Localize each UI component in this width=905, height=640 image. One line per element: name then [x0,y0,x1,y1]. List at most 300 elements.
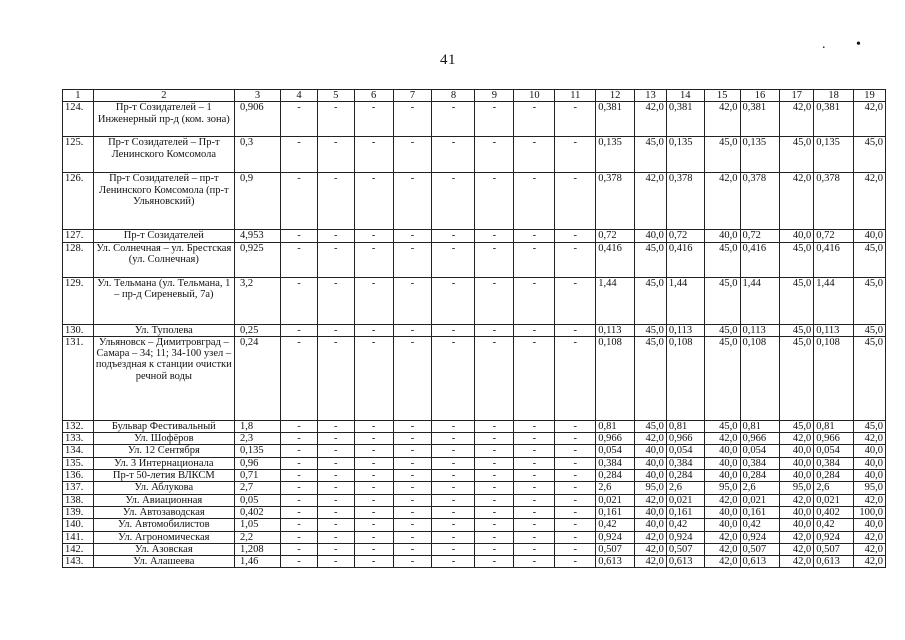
road-length: 3,2 [234,277,280,324]
row-number: 141. [63,531,94,543]
empty-dash-cell: - [354,102,393,137]
value-cell: 42,0 [854,173,886,230]
value-cell: 0,507 [814,543,854,555]
value-cell: 2,6 [596,482,635,494]
header-row [63,90,886,102]
empty-dash-cell: - [555,457,596,469]
value-cell: 40,0 [780,230,814,242]
empty-dash-cell: - [432,420,475,432]
value-cell: 40,0 [635,230,667,242]
row-number: 138. [63,494,94,506]
empty-dash-cell: - [555,137,596,173]
value-cell: 0,924 [814,531,854,543]
empty-dash-cell: - [317,277,354,324]
row-number: 133. [63,433,94,445]
empty-dash-cell: - [354,242,393,277]
empty-dash-cell: - [393,543,432,555]
road-name: Пр-т Созидателей – пр-т Ленинского Комсомола (пр-т Ульяновский) [93,173,234,230]
road-name: Ул. Туполева [93,324,234,336]
road-length: 1,46 [234,556,280,568]
road-length: 1,208 [234,543,280,555]
table-row [63,433,886,445]
value-cell: 2,6 [740,482,780,494]
empty-dash-cell: - [475,230,514,242]
empty-dash-cell: - [514,506,555,518]
empty-dash-cell: - [432,137,475,173]
scan-speck: . [822,37,826,52]
value-cell: 0,72 [666,230,704,242]
road-length: 0,906 [234,102,280,137]
value-cell: 42,0 [780,531,814,543]
value-cell: 45,0 [780,242,814,277]
empty-dash-cell: - [475,242,514,277]
empty-dash-cell: - [475,324,514,336]
row-number: 127. [63,230,94,242]
column-header: 3 [234,90,280,102]
empty-dash-cell: - [475,173,514,230]
empty-dash-cell: - [432,336,475,420]
empty-dash-cell: - [354,556,393,568]
value-cell: 42,0 [780,556,814,568]
empty-dash-cell: - [475,482,514,494]
empty-dash-cell: - [514,556,555,568]
empty-dash-cell: - [432,277,475,324]
value-cell: 1,44 [666,277,704,324]
value-cell: 0,416 [596,242,635,277]
empty-dash-cell: - [555,433,596,445]
empty-dash-cell: - [317,531,354,543]
empty-dash-cell: - [514,242,555,277]
value-cell: 0,966 [596,433,635,445]
column-header: 13 [635,90,667,102]
column-header: 1 [63,90,94,102]
road-name: Ул. Авиационная [93,494,234,506]
value-cell: 0,108 [740,336,780,420]
value-cell: 0,81 [814,420,854,432]
row-number: 137. [63,482,94,494]
value-cell: 2,6 [814,482,854,494]
value-cell: 42,0 [635,173,667,230]
scan-speck: • [856,37,861,52]
value-cell: 0,284 [814,470,854,482]
value-cell: 0,384 [740,457,780,469]
value-cell: 42,0 [635,433,667,445]
value-cell: 42,0 [854,102,886,137]
empty-dash-cell: - [281,506,318,518]
value-cell: 95,0 [704,482,740,494]
value-cell: 40,0 [704,506,740,518]
value-cell: 40,0 [635,457,667,469]
empty-dash-cell: - [432,457,475,469]
table-row [63,457,886,469]
value-cell: 45,0 [635,277,667,324]
value-cell: 40,0 [780,470,814,482]
road-length: 0,3 [234,137,280,173]
road-name: Пр-т 50-летия ВЛКСМ [93,470,234,482]
empty-dash-cell: - [555,556,596,568]
value-cell: 0,021 [814,494,854,506]
value-cell: 40,0 [854,445,886,457]
empty-dash-cell: - [393,433,432,445]
empty-dash-cell: - [317,230,354,242]
empty-dash-cell: - [555,230,596,242]
value-cell: 45,0 [854,336,886,420]
value-cell: 0,81 [596,420,635,432]
value-cell: 0,416 [814,242,854,277]
empty-dash-cell: - [514,324,555,336]
value-cell: 42,0 [704,433,740,445]
value-cell: 0,378 [666,173,704,230]
value-cell: 0,381 [740,102,780,137]
value-cell: 0,021 [596,494,635,506]
value-cell: 42,0 [704,173,740,230]
value-cell: 0,384 [596,457,635,469]
empty-dash-cell: - [393,324,432,336]
row-number: 124. [63,102,94,137]
empty-dash-cell: - [432,494,475,506]
table-row [63,173,886,230]
page-number: 41 [440,52,456,68]
column-header: 9 [475,90,514,102]
empty-dash-cell: - [317,482,354,494]
roads-table [62,89,886,568]
empty-dash-cell: - [514,433,555,445]
empty-dash-cell: - [555,470,596,482]
table-row [63,531,886,543]
empty-dash-cell: - [555,173,596,230]
column-header: 11 [555,90,596,102]
value-cell: 1,44 [814,277,854,324]
empty-dash-cell: - [475,137,514,173]
table-row [63,506,886,518]
road-length: 2,2 [234,531,280,543]
road-name: Ул. 12 Сентября [93,445,234,457]
empty-dash-cell: - [354,336,393,420]
value-cell: 0,135 [666,137,704,173]
value-cell: 0,135 [814,137,854,173]
empty-dash-cell: - [354,433,393,445]
value-cell: 0,161 [740,506,780,518]
value-cell: 45,0 [635,420,667,432]
value-cell: 0,416 [666,242,704,277]
road-name: Ул. Азовская [93,543,234,555]
column-header: 15 [704,90,740,102]
empty-dash-cell: - [555,336,596,420]
value-cell: 45,0 [780,336,814,420]
value-cell: 0,613 [814,556,854,568]
empty-dash-cell: - [393,102,432,137]
empty-dash-cell: - [555,494,596,506]
value-cell: 45,0 [854,420,886,432]
value-cell: 0,384 [814,457,854,469]
empty-dash-cell: - [354,173,393,230]
row-number: 143. [63,556,94,568]
empty-dash-cell: - [555,242,596,277]
value-cell: 0,108 [596,336,635,420]
value-cell: 0,054 [814,445,854,457]
value-cell: 100,0 [854,506,886,518]
empty-dash-cell: - [281,531,318,543]
empty-dash-cell: - [432,531,475,543]
empty-dash-cell: - [393,173,432,230]
empty-dash-cell: - [317,445,354,457]
empty-dash-cell: - [432,230,475,242]
empty-dash-cell: - [393,531,432,543]
value-cell: 40,0 [704,230,740,242]
value-cell: 0,507 [740,543,780,555]
value-cell: 45,0 [780,420,814,432]
road-name: Ул. Автозаводская [93,506,234,518]
empty-dash-cell: - [354,457,393,469]
empty-dash-cell: - [354,543,393,555]
road-name: Ул. Аблукова [93,482,234,494]
table-row [63,336,886,420]
value-cell: 42,0 [704,494,740,506]
empty-dash-cell: - [317,470,354,482]
value-cell: 42,0 [635,556,667,568]
empty-dash-cell: - [475,556,514,568]
road-length: 4,953 [234,230,280,242]
value-cell: 0,135 [596,137,635,173]
value-cell: 40,0 [704,445,740,457]
value-cell: 42,0 [780,433,814,445]
row-number: 131. [63,336,94,420]
empty-dash-cell: - [281,277,318,324]
value-cell: 40,0 [854,519,886,531]
empty-dash-cell: - [475,519,514,531]
row-number: 129. [63,277,94,324]
empty-dash-cell: - [281,519,318,531]
road-name: Бульвар Фестивальный [93,420,234,432]
value-cell: 0,507 [596,543,635,555]
row-number: 139. [63,506,94,518]
value-cell: 42,0 [704,556,740,568]
value-cell: 0,402 [814,506,854,518]
empty-dash-cell: - [555,506,596,518]
empty-dash-cell: - [555,543,596,555]
value-cell: 0,42 [814,519,854,531]
value-cell: 42,0 [704,531,740,543]
empty-dash-cell: - [281,324,318,336]
empty-dash-cell: - [514,519,555,531]
road-name: Ул. Агрономическая [93,531,234,543]
value-cell: 40,0 [635,519,667,531]
value-cell: 0,021 [666,494,704,506]
empty-dash-cell: - [317,457,354,469]
value-cell: 45,0 [780,137,814,173]
value-cell: 0,161 [666,506,704,518]
column-header: 4 [281,90,318,102]
value-cell: 45,0 [704,242,740,277]
empty-dash-cell: - [475,420,514,432]
road-name: Ул. Солнечная – ул. Брестская (ул. Солнечная) [93,242,234,277]
value-cell: 95,0 [780,482,814,494]
value-cell: 42,0 [780,494,814,506]
value-cell: 0,416 [740,242,780,277]
value-cell: 0,613 [666,556,704,568]
column-header: 14 [666,90,704,102]
empty-dash-cell: - [317,494,354,506]
value-cell: 0,284 [740,470,780,482]
empty-dash-cell: - [475,433,514,445]
value-cell: 42,0 [780,543,814,555]
empty-dash-cell: - [317,137,354,173]
value-cell: 42,0 [704,543,740,555]
empty-dash-cell: - [432,445,475,457]
empty-dash-cell: - [514,173,555,230]
value-cell: 0,966 [740,433,780,445]
empty-dash-cell: - [514,457,555,469]
empty-dash-cell: - [514,531,555,543]
empty-dash-cell: - [475,277,514,324]
value-cell: 40,0 [854,470,886,482]
empty-dash-cell: - [432,242,475,277]
road-name: Ул. Алашеева [93,556,234,568]
value-cell: 40,0 [704,470,740,482]
empty-dash-cell: - [514,470,555,482]
value-cell: 42,0 [854,543,886,555]
value-cell: 0,924 [740,531,780,543]
empty-dash-cell: - [317,543,354,555]
road-length: 2,7 [234,482,280,494]
empty-dash-cell: - [281,336,318,420]
value-cell: 0,924 [596,531,635,543]
empty-dash-cell: - [281,457,318,469]
value-cell: 42,0 [780,102,814,137]
row-number: 126. [63,173,94,230]
value-cell: 45,0 [854,324,886,336]
empty-dash-cell: - [514,494,555,506]
empty-dash-cell: - [432,433,475,445]
row-number: 128. [63,242,94,277]
value-cell: 42,0 [635,102,667,137]
value-cell: 45,0 [635,336,667,420]
empty-dash-cell: - [432,506,475,518]
value-cell: 42,0 [854,494,886,506]
empty-dash-cell: - [393,506,432,518]
empty-dash-cell: - [555,102,596,137]
value-cell: 0,42 [666,519,704,531]
empty-dash-cell: - [393,482,432,494]
row-number: 130. [63,324,94,336]
empty-dash-cell: - [432,556,475,568]
value-cell: 42,0 [854,433,886,445]
empty-dash-cell: - [393,494,432,506]
value-cell: 40,0 [635,445,667,457]
road-length: 0,25 [234,324,280,336]
value-cell: 0,054 [666,445,704,457]
table-row [63,519,886,531]
value-cell: 45,0 [704,137,740,173]
road-name: Ул. Шофёров [93,433,234,445]
road-length: 0,135 [234,445,280,457]
row-number: 142. [63,543,94,555]
empty-dash-cell: - [281,242,318,277]
empty-dash-cell: - [281,433,318,445]
road-name: Ул. Тельмана (ул. Тельмана, 1 – пр-д Сиреневый, 7а) [93,277,234,324]
value-cell: 0,81 [666,420,704,432]
empty-dash-cell: - [393,420,432,432]
empty-dash-cell: - [354,324,393,336]
empty-dash-cell: - [354,470,393,482]
empty-dash-cell: - [281,230,318,242]
value-cell: 0,42 [740,519,780,531]
empty-dash-cell: - [432,173,475,230]
value-cell: 0,72 [814,230,854,242]
table-row [63,543,886,555]
empty-dash-cell: - [393,519,432,531]
empty-dash-cell: - [393,556,432,568]
value-cell: 0,113 [666,324,704,336]
value-cell: 42,0 [635,543,667,555]
road-length: 2,3 [234,433,280,445]
value-cell: 42,0 [635,531,667,543]
empty-dash-cell: - [475,494,514,506]
column-header: 10 [514,90,555,102]
value-cell: 45,0 [704,324,740,336]
value-cell: 45,0 [635,137,667,173]
empty-dash-cell: - [354,494,393,506]
value-cell: 45,0 [704,420,740,432]
table-row [63,482,886,494]
column-header: 5 [317,90,354,102]
row-number: 136. [63,470,94,482]
value-cell: 1,44 [740,277,780,324]
empty-dash-cell: - [555,324,596,336]
value-cell: 95,0 [854,482,886,494]
empty-dash-cell: - [432,102,475,137]
value-cell: 0,966 [814,433,854,445]
value-cell: 0,113 [814,324,854,336]
road-length: 0,71 [234,470,280,482]
empty-dash-cell: - [354,137,393,173]
empty-dash-cell: - [281,556,318,568]
empty-dash-cell: - [514,482,555,494]
row-number: 132. [63,420,94,432]
value-cell: 40,0 [635,470,667,482]
value-cell: 0,108 [666,336,704,420]
value-cell: 0,135 [740,137,780,173]
value-cell: 0,378 [740,173,780,230]
empty-dash-cell: - [317,506,354,518]
column-header: 7 [393,90,432,102]
empty-dash-cell: - [514,420,555,432]
value-cell: 42,0 [854,556,886,568]
value-cell: 42,0 [780,173,814,230]
empty-dash-cell: - [317,519,354,531]
value-cell: 45,0 [635,324,667,336]
road-length: 0,402 [234,506,280,518]
empty-dash-cell: - [317,420,354,432]
row-number: 125. [63,137,94,173]
road-name: Ульяновск – Димитровград – Самара – 34; 11; 34-100 узел – подъездная к станции очистки речной воды [93,336,234,420]
empty-dash-cell: - [317,242,354,277]
empty-dash-cell: - [393,457,432,469]
empty-dash-cell: - [281,420,318,432]
empty-dash-cell: - [354,230,393,242]
value-cell: 1,44 [596,277,635,324]
empty-dash-cell: - [475,445,514,457]
road-length: 0,24 [234,336,280,420]
value-cell: 42,0 [704,102,740,137]
empty-dash-cell: - [317,102,354,137]
value-cell: 40,0 [704,519,740,531]
value-cell: 0,613 [740,556,780,568]
empty-dash-cell: - [354,506,393,518]
empty-dash-cell: - [393,277,432,324]
value-cell: 0,381 [666,102,704,137]
empty-dash-cell: - [317,433,354,445]
